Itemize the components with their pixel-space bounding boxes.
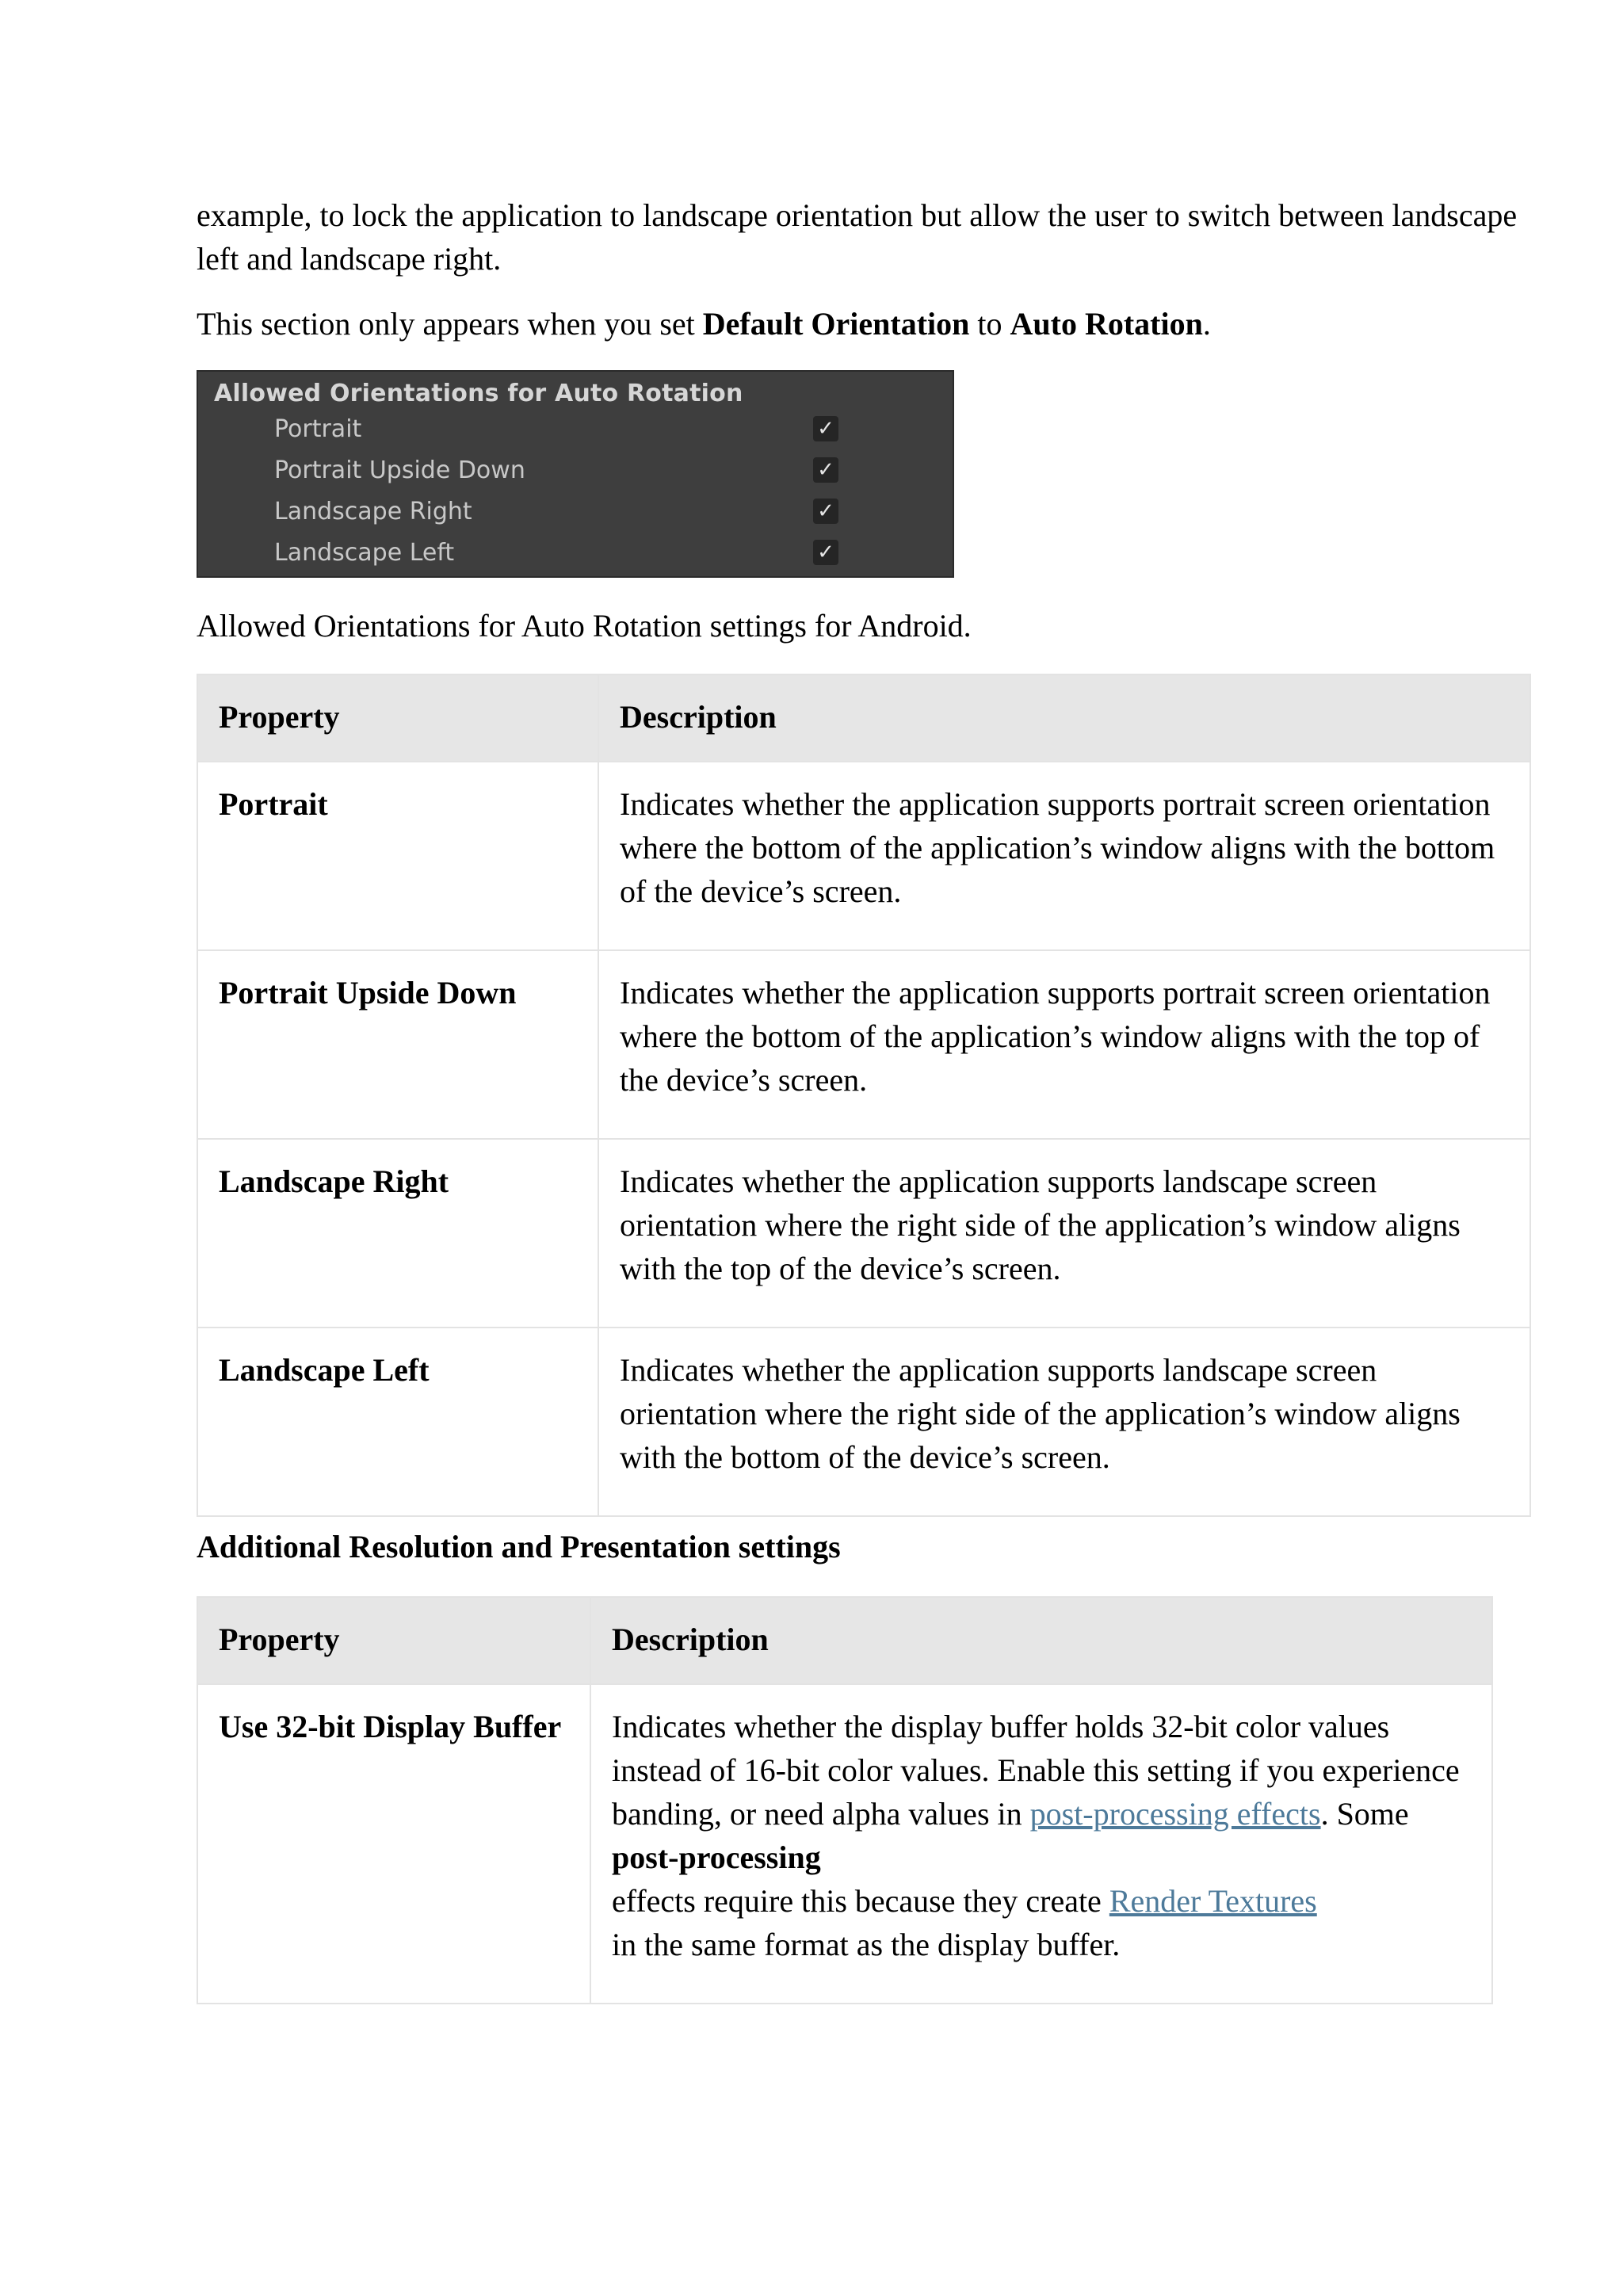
note-text-mid: to [969,306,1010,342]
section-heading: Additional Resolution and Presentation settings [197,1529,841,1564]
checkbox-icon[interactable]: ✓ [813,416,838,441]
checkbox-icon[interactable]: ✓ [813,499,838,524]
checkbox-icon[interactable]: ✓ [813,457,838,483]
panel-row-portrait-upside-down[interactable] [274,453,924,489]
table-row [197,1684,1492,2004]
property-cell: Landscape Left [197,1328,598,1516]
table-header-row [197,1597,1492,1684]
panel-row-portrait[interactable] [274,411,924,448]
intro-paragraph: example, to lock the application to landscape orientation but allow the user to switch between landscape left and landscape right. [197,197,1518,277]
property-cell: Portrait Upside Down [197,950,598,1139]
header-description: Description [590,1597,1492,1684]
panel-row-label: Portrait Upside Down [274,457,525,484]
panel-row-label: Landscape Left [274,539,455,567]
panel-row-label: Portrait [274,415,362,443]
desc-text-post: in the same format as the display buffer. [612,1927,1121,1962]
desc-text-pre: Indicates whether the display buffer holds 32-bit color values instead of 16-bit color values. Enable this setting if you experience banding, or need alpha values in [612,1709,1460,1832]
table-row [197,762,1530,950]
note-bold-auto-rotation: Auto Rotation [1010,306,1203,342]
panel-row-label: Landscape Right [274,498,472,525]
property-cell: Portrait [197,762,598,950]
figure-caption: Allowed Orientations for Auto Rotation settings for Android. [197,608,972,644]
note-bold-default-orientation: Default Orientation [702,306,970,342]
property-cell: Landscape Right [197,1139,598,1328]
desc-text-mid2: effects require this because they create [612,1883,1109,1919]
table-row [197,950,1530,1139]
post-processing-effects-link[interactable]: post-processing effects [1029,1796,1321,1832]
note-text-post: . [1202,306,1211,342]
description-cell: Indicates whether the application supports portrait screen orientation where the bottom of the application’s window aligns with the top of the device’s screen. [598,950,1530,1139]
panel-title: Allowed Orientations for Auto Rotation [214,380,743,407]
render-textures-link[interactable]: Render Textures [1109,1883,1317,1919]
panel-row-landscape-left[interactable] [274,535,924,571]
resolution-presentation-table [197,1596,1493,2004]
description-cell: Indicates whether the application supports landscape screen orientation where the right side of the application’s window aligns with the bottom of the device’s screen. [598,1328,1530,1516]
desc-text-mid: . Some [1320,1796,1409,1832]
note-text-pre: This section only appears when you set [197,306,703,342]
table-header-row [197,674,1530,762]
description-cell: Indicates whether the application supports landscape screen orientation where the right side of the application’s window aligns with the top of the device’s screen. [598,1139,1530,1328]
orientations-table [197,674,1531,1517]
desc-bold-post-processing: post-processing [612,1839,821,1875]
checkbox-icon[interactable]: ✓ [813,540,838,565]
allowed-orientations-panel [197,370,954,578]
table-row [197,1328,1530,1516]
header-property: Property [197,1597,590,1684]
section-note [197,302,1528,346]
header-description: Description [598,674,1530,762]
panel-row-landscape-right[interactable] [274,494,924,530]
description-cell [590,1684,1492,2004]
table-row [197,1139,1530,1328]
header-property: Property [197,674,598,762]
property-cell: Use 32-bit Display Buffer [197,1684,590,2004]
description-cell: Indicates whether the application supports portrait screen orientation where the bottom of the application’s window aligns with the bottom of the device’s screen. [598,762,1530,950]
